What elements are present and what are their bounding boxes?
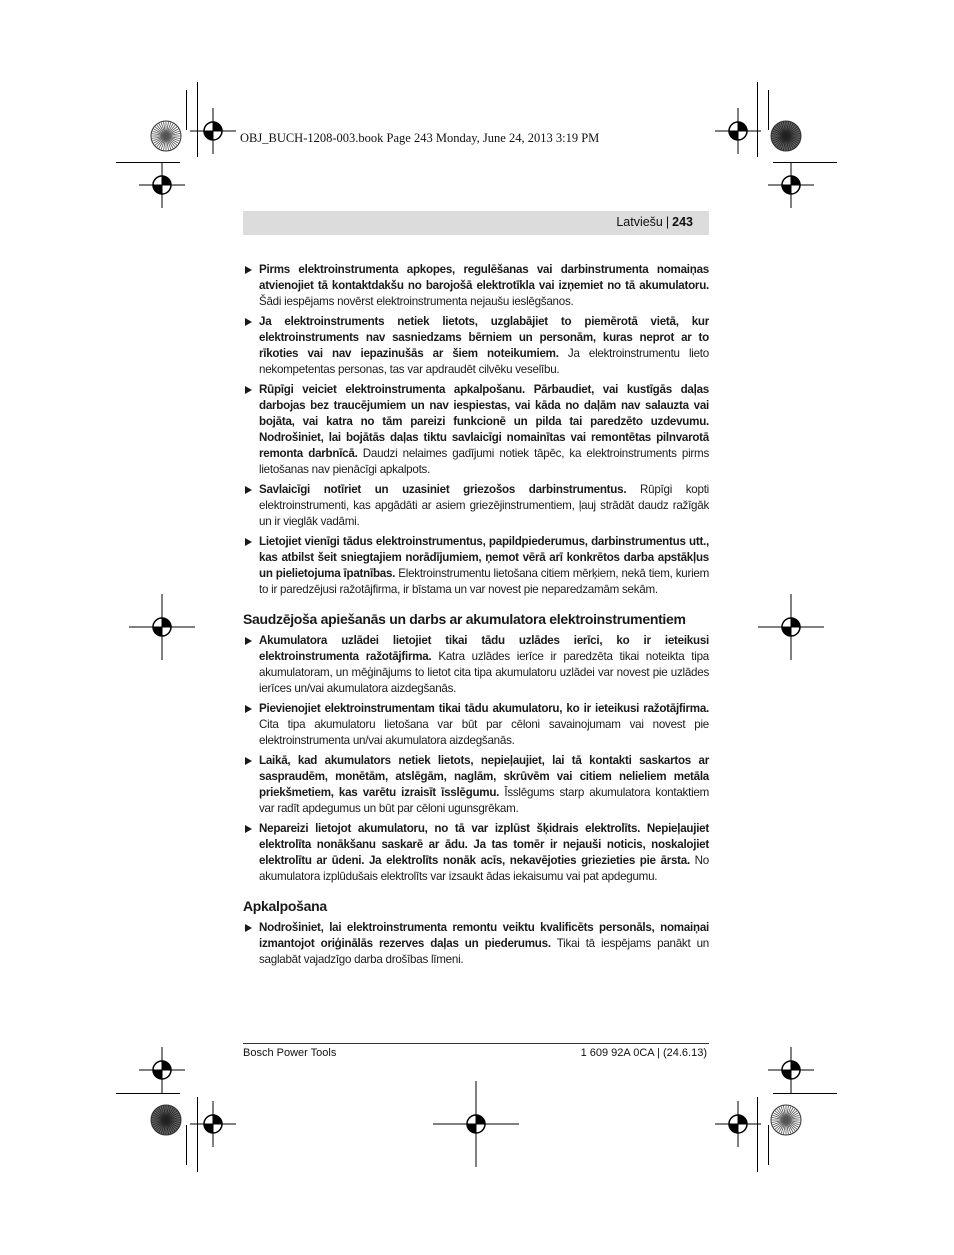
item-bold-text: Rūpīgi veiciet elektroinstrumenta apkalpošanu. Pārbaudiet, vai kustīgās daļas darbojas bez traucējumiem un nav iespiestas, vai kāda no daļām nav salauzta vai bojāta, vai katra no tām pareizi funkcionē un pilda tai paredzēto uzdevumu. Nodrošiniet, lai bojātās daļas tiktu savlaicīgi nomainītas vai remontētas pilnvarotā remonta darbnīcā.: [259, 383, 709, 460]
footer-doc-id: 1 609 92A 0CA | (24.6.13): [580, 1047, 707, 1059]
service-list: [243, 920, 709, 968]
item-text: Daudzi nelaimes gadījumi notiek tāpēc, ka elektroinstruments pirms lietošanas nav pienācīgi apkalpots.: [259, 447, 709, 476]
item-text: Elektroinstrumentu lietošana citiem mērķiem, nekā tiem, kuriem to ir paredzējusi ražotājfirma, ir bīstama un var novest pie neparedzamām sekām.: [259, 567, 709, 596]
bullet-triangle-icon: [245, 757, 252, 765]
section-title-service: Apkalpošana: [243, 898, 327, 914]
list-item: [243, 821, 709, 885]
registration-crosshair-icon: [139, 162, 185, 208]
page-header: [243, 211, 709, 235]
bullet-triangle-icon: [245, 266, 252, 274]
registration-crosshair-icon: [190, 108, 236, 154]
list-item: [243, 753, 709, 817]
registration-crosshair-icon: [190, 1101, 236, 1147]
color-rosette-icon: [769, 119, 803, 153]
list-item: [243, 534, 709, 598]
crop-line: [186, 1125, 187, 1165]
registration-crosshair-icon: [758, 594, 824, 660]
safety-list: [243, 262, 709, 598]
color-rosette-icon: [149, 1103, 183, 1137]
list-item: [243, 633, 709, 697]
item-bold-text: Pievienojiet elektroinstrumentam tikai tādu akumulatoru, ko ir ieteikusi ražotājfirma.: [259, 702, 709, 715]
item-bold-text: Ja elektroinstruments netiek lietots, uzglabājiet to piemērotā vietā, kur elektroinstruments nav sasniedzams bērniem un personām, kuras neprot ar to rīkoties vai nav iepazinušās ar šiem noteikumiem.: [259, 315, 709, 360]
item-text: Katra uzlādes ierīce ir paredzēta tikai noteikta tipa akumulatoram, un mēģinājums to lietot cita tipa akumulatoru uzlādei var novest pie uzlādes ierīces un/vai akumulatora aizdegšanās.: [259, 650, 709, 695]
item-text: Tikai tā iespējams panākt un saglabāt vajadzīgo darba drošības līmeni.: [259, 937, 709, 966]
list-item: [243, 314, 709, 378]
registration-crosshair-icon: [768, 1047, 814, 1093]
header-language: Latviešu: [616, 215, 663, 229]
section-title-battery: Saudzējoša apiešanās un darbs ar akumulatora elektroinstrumentiem: [243, 611, 686, 627]
item-text: Ja elektroinstrumentu lieto nekompetentas personas, tas var apdraudēt cilvēku veselību.: [259, 347, 709, 376]
bullet-triangle-icon: [245, 538, 252, 546]
item-bold-text: Pirms elektroinstrumenta apkopes, regulēšanas vai darbinstrumenta nomaiņas atvienojiet tā kontaktdakšu no barojošā elektrotīkla vai izņemiet no tā akumulatoru.: [259, 263, 709, 292]
print-info: OBJ_BUCH-1208-003.book Page 243 Monday, June 24, 2013 3:19 PM: [240, 131, 600, 145]
item-text: Īsslēgums starp akumulatora kontaktiem var radīt apdegumus un būt par cēloni ugunsgrēkam.: [259, 786, 709, 815]
item-bold-text: Laikā, kad akumulators netiek lietots, nepieļaujiet, lai tā kontakti saskartos ar saspraudēm, monētām, atslēgām, naglām, skrūvēm vai citiem nelieliem metāla priekšmetiem, kas varētu izraisīt īsslēgumu.: [259, 754, 709, 799]
footer-brand: Bosch Power Tools: [243, 1047, 337, 1059]
color-rosette-icon: [149, 119, 183, 153]
registration-crosshair-icon: [715, 108, 761, 154]
crop-line: [773, 1093, 837, 1094]
bullet-triangle-icon: [245, 637, 252, 645]
item-bold-text: Nepareizi lietojot akumulatoru, no tā var izplūst šķidrais elektrolīts. Nepieļaujiet elektrolīta nonākšanu saskarē ar ādu. Ja tas tomēr ir nejauši noticis, noskalojiet elektrolītu ar ūdeni. Ja elektrolīts nonāk acīs, nekavējoties griezieties pie ārsta.: [259, 822, 709, 867]
bullet-triangle-icon: [245, 705, 252, 713]
list-item: [243, 482, 709, 530]
list-item: [243, 382, 709, 478]
crop-line: [186, 90, 187, 130]
item-bold-text: Akumulatora uzlādei lietojiet tikai tādu uzlādes ierīci, ko ir ieteikusi elektroinstrumenta ražotājfirma.: [259, 634, 709, 663]
battery-list: [243, 633, 709, 885]
item-bold-text: Savlaicīgi notīriet un uzasiniet griezošos darbinstrumentus.: [259, 483, 627, 496]
registration-crosshair-icon: [433, 1081, 519, 1167]
list-item: [243, 920, 709, 968]
bullet-triangle-icon: [245, 924, 252, 932]
item-bold-text: Nodrošiniet, lai elektroinstrumenta remontu veiktu kvalificēts personāls, nomaiņai izmantojot oriģinālās rezerves daļas un piederumus.: [259, 921, 709, 950]
item-text: No akumulatora izplūdušais elektrolīts var izsaukt ādas iekaisumu vai pat apdegumu.: [259, 854, 709, 883]
list-item: [243, 262, 709, 310]
page-content: [243, 262, 709, 972]
bullet-triangle-icon: [245, 486, 252, 494]
registration-crosshair-icon: [139, 1047, 185, 1093]
item-text: Rūpīgi kopti elektroinstrumenti, kas apgādāti ar asiem griezējinstrumentiem, ļauj strādāt daudz ražīgāk un ir vieglāk vadāmi.: [259, 483, 709, 528]
header-text: [616, 215, 693, 229]
footer-divider: [243, 1043, 709, 1044]
crop-line: [116, 1093, 180, 1094]
bullet-triangle-icon: [245, 825, 252, 833]
registration-crosshair-icon: [768, 162, 814, 208]
item-bold-text: Lietojiet vienīgi tādus elektroinstrumentus, papildpiederumus, darbinstrumentus utt., kas atbilst šeit sniegtajiem norādījumiem, ņemot vērā arī konkrētos darba apstākļus un pielietojuma īpatnības.: [259, 535, 709, 580]
header-separator: |: [665, 215, 670, 229]
bullet-triangle-icon: [245, 386, 252, 394]
item-text: Cita tipa akumulatoru lietošana var būt par cēloni savainojumam vai novest pie elektroinstrumenta un/vai akumulatora aizdegšanās.: [259, 718, 709, 747]
registration-crosshair-icon: [129, 594, 195, 660]
list-item: [243, 701, 709, 749]
item-text: Šādi iespējams novērst elektroinstrumenta nejaušu ieslēgšanos.: [259, 295, 574, 308]
bullet-triangle-icon: [245, 318, 252, 326]
registration-crosshair-icon: [715, 1101, 761, 1147]
page-number: 243: [672, 215, 693, 229]
color-rosette-icon: [769, 1103, 803, 1137]
